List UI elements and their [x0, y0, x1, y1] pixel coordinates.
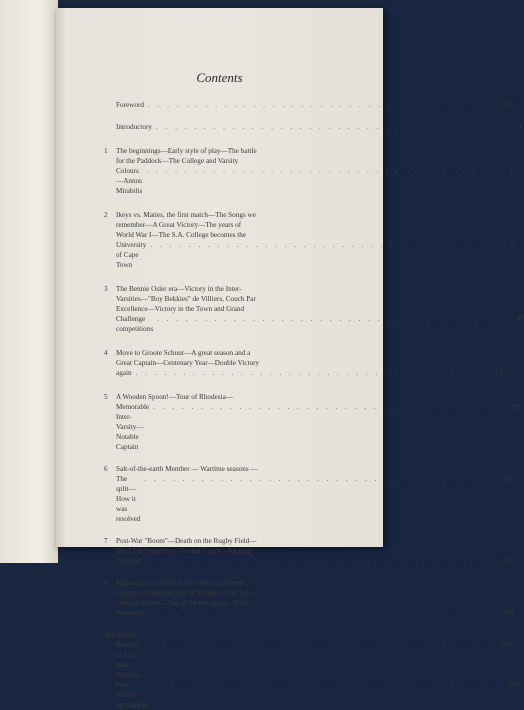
toc-chapter-entry — [104, 578, 515, 618]
toc-page-number: 72 — [494, 369, 503, 377]
chapter-line-text: Triumph — [116, 557, 141, 565]
toc-leader-dots: . . . . . . . . . . . . . . . . . . . . . . . . . . . . . . . . . . . . — [150, 241, 491, 249]
chapter-description — [116, 536, 511, 566]
chapter-line-text: The split—How it was resolved — [116, 475, 141, 523]
chapter-number: 7 — [104, 537, 108, 545]
chapter-line-text: Ikeys vs. Maties, the first match—The Songs we — [116, 211, 256, 219]
toc-leader-dots: . . . . . . . . . . . . . . . . . . . . . . . . . . . . . . . . . . . . — [144, 475, 485, 483]
toc-page-number: 115 — [500, 557, 512, 565]
toc-chapter-entry — [104, 348, 503, 378]
chapter-line — [116, 230, 517, 240]
toc-row — [104, 536, 512, 566]
chapter-line-text: University of Cape Town — [116, 241, 147, 269]
toc-chapter-entry — [104, 464, 511, 524]
chapter-line-text: versities follow—Top of the tree again—Final — [116, 599, 250, 607]
chapter-description — [116, 464, 511, 524]
toc-leader-dots: . . . . . . . . . . . . . . . . . . . . . . . . . . . . . . . . . . . . — [146, 167, 487, 175]
chapter-line-text: The beginnings—Early style of play—The battle — [116, 147, 257, 155]
toc-page-number: 174 — [508, 681, 520, 689]
chapter-description — [116, 578, 514, 618]
toc-page-number: 139 — [503, 609, 515, 617]
toc-row — [104, 122, 523, 132]
chapter-number: 8 — [104, 579, 108, 587]
toc-leader-dots: . . . . . . . . . . . . . . . . . . . . . . . . . . . . . . . . . . . . — [144, 557, 486, 565]
chapter-line — [116, 556, 511, 566]
chapter-line — [116, 304, 524, 314]
chapter-line-text: The Bennie Osler era—Victory in the Inter- — [116, 285, 242, 293]
chapter-description — [116, 210, 517, 270]
chapter-line-text: A Wooden Spoon!—Tour of Rhodesia— — [116, 393, 233, 401]
toc-leader-dots: . . . . . . . . . . . . . . . . . . . . . . . . . . . . . . . . . . . . — [135, 369, 477, 377]
chapter-line-text: The Club Presidents—Genial Coach—Kicking — [116, 547, 252, 555]
toc-row — [104, 464, 511, 524]
toc-chapter-entry — [104, 210, 517, 270]
chapter-line-text: Salt-of-the-earth Member — Wartime seasons — — [116, 465, 258, 473]
chapter-line — [116, 220, 517, 230]
toc-page-number: 89 — [512, 403, 520, 411]
toc-entry — [104, 122, 523, 132]
toc-entry-label: Introductory — [116, 123, 152, 131]
toc-page-number: 47 — [516, 315, 524, 323]
chapter-line-text: again — [116, 369, 132, 377]
chapter-line-text: Highest Inter-Varsity total—New Combined — [116, 579, 244, 587]
toc-row — [104, 100, 515, 110]
toc-row — [104, 284, 524, 334]
toc-leader-dots: . . . . . . . . . . . . . . . . . . . . . . . . . . . . . . . . . . . . — [153, 403, 494, 411]
chapter-line — [116, 546, 511, 556]
toc-chapter-entry — [104, 536, 512, 566]
chapter-line — [116, 240, 517, 270]
chapter-line — [116, 314, 524, 334]
toc-row — [104, 210, 517, 270]
chapter-number: 5 — [104, 393, 108, 401]
chapter-line — [116, 284, 524, 294]
appendix-label: Records of past Inter-Varsities — [116, 641, 141, 679]
appendix-label: Past Varsity Springboks — [116, 681, 149, 709]
chapter-line — [116, 156, 513, 166]
chapter-description — [116, 392, 520, 452]
chapter-description — [116, 284, 524, 334]
chapter-number: 4 — [104, 349, 108, 357]
chapter-line — [116, 474, 511, 524]
chapter-number: 1 — [104, 147, 108, 155]
toc-leader-dots: . . . . . . . . . . . . . . . . . . . . . . . . . . . . . . . . . . . . — [157, 315, 498, 323]
chapter-line — [116, 608, 514, 618]
chapter-line — [116, 348, 502, 358]
appendix-entry — [104, 680, 520, 710]
toc-row — [104, 578, 515, 618]
toc-chapter-entry — [104, 392, 520, 452]
book-page — [56, 8, 524, 709]
toc-chapter-entry — [104, 146, 513, 196]
toc-entry — [104, 100, 515, 110]
chapter-line-text: Colours—Annus Mirabilis — [116, 167, 143, 195]
toc-page-number: 172 — [500, 641, 512, 649]
chapter-line — [116, 166, 513, 196]
chapter-description — [116, 146, 513, 196]
toc-chapter-entry — [104, 284, 524, 334]
chapter-line-text: flashback — [116, 609, 144, 617]
chapter-line-text: for the Paddock—The College and Varsity — [116, 157, 239, 165]
page-title: Contents — [196, 70, 243, 85]
toc-row — [104, 392, 520, 452]
chapter-line-text: Great Captain—Centenary Year—Double Victory — [116, 359, 260, 367]
chapter-line-text: Move to Groote Schuur—A great season and a — [116, 349, 251, 357]
chapter-number: 3 — [104, 285, 108, 293]
toc-page-number: ix — [516, 123, 523, 131]
chapter-line-text: Varsities—"Boy Bekkies" de Villiers, Couch Par — [116, 295, 256, 303]
chapter-line — [116, 358, 502, 368]
chapter-line-text: World War I—The S.A. College becomes the — [116, 231, 247, 239]
chapter-line — [116, 368, 502, 378]
chapter-line — [116, 536, 511, 546]
toc-page-number: 105 — [500, 475, 511, 483]
adjacent-page-edge — [0, 0, 58, 563]
chapter-line-text: Memorable Inter-Varsity—Notable Captain — [116, 403, 150, 451]
chapter-line-text: Excellence—Victory in the Town and Grand — [116, 305, 245, 313]
toc-page-number: viii — [504, 101, 515, 109]
chapter-line — [116, 578, 514, 588]
chapter-line — [116, 392, 520, 402]
chapter-line — [116, 146, 513, 156]
toc-leader-dots: . . . . . . . . . . . . . . . . . . . . . . . . . . . . . . . . . . . . — [147, 101, 489, 109]
toc-page-number: 31 — [509, 241, 517, 249]
toc-page-number: 1 — [509, 167, 513, 175]
chapter-line — [116, 402, 520, 452]
toc-row — [104, 348, 503, 378]
toc-leader-dots: . . . . . . . . . . . . . . . . . . . . . . . . . . . . . . . . . . . . — [152, 681, 494, 689]
appendices-heading: Appendices — [104, 631, 138, 639]
chapter-line — [116, 588, 514, 598]
chapter-line — [116, 210, 517, 220]
appendix-entry — [104, 640, 512, 680]
chapter-number: 2 — [104, 211, 108, 219]
chapter-line — [116, 294, 524, 304]
toc-leader-dots: . . . . . . . . . . . . . . . . . . . . . . . . . . . . . . . . . . . . — [147, 609, 489, 617]
toc-leader-dots: . . . . . . . . . . . . . . . . . . . . . . . . . . . . . . . . . . . . — [155, 123, 497, 131]
chapter-line-text: remember—A Great Victory—The years of — [116, 221, 242, 229]
chapter-line-text: colours—Combined tour of Europe—S.A. Uni- — [116, 589, 253, 597]
toc-row — [104, 146, 513, 196]
toc-entry-label: Foreword — [116, 101, 144, 109]
toc-leader-dots: . . . . . . . . . . . . . . . . . . . . . . . . . . . . . . . . . . . . — [144, 641, 486, 649]
chapter-line — [116, 464, 511, 474]
chapter-line — [116, 598, 514, 608]
chapter-line-text: Post-War "Boom"—Death on the Rugby Field— — [116, 537, 257, 545]
chapter-number: 6 — [104, 465, 108, 473]
chapter-line-text: Challenge competitions — [116, 315, 154, 333]
chapter-description — [116, 348, 502, 378]
table-of-contents — [104, 100, 524, 710]
